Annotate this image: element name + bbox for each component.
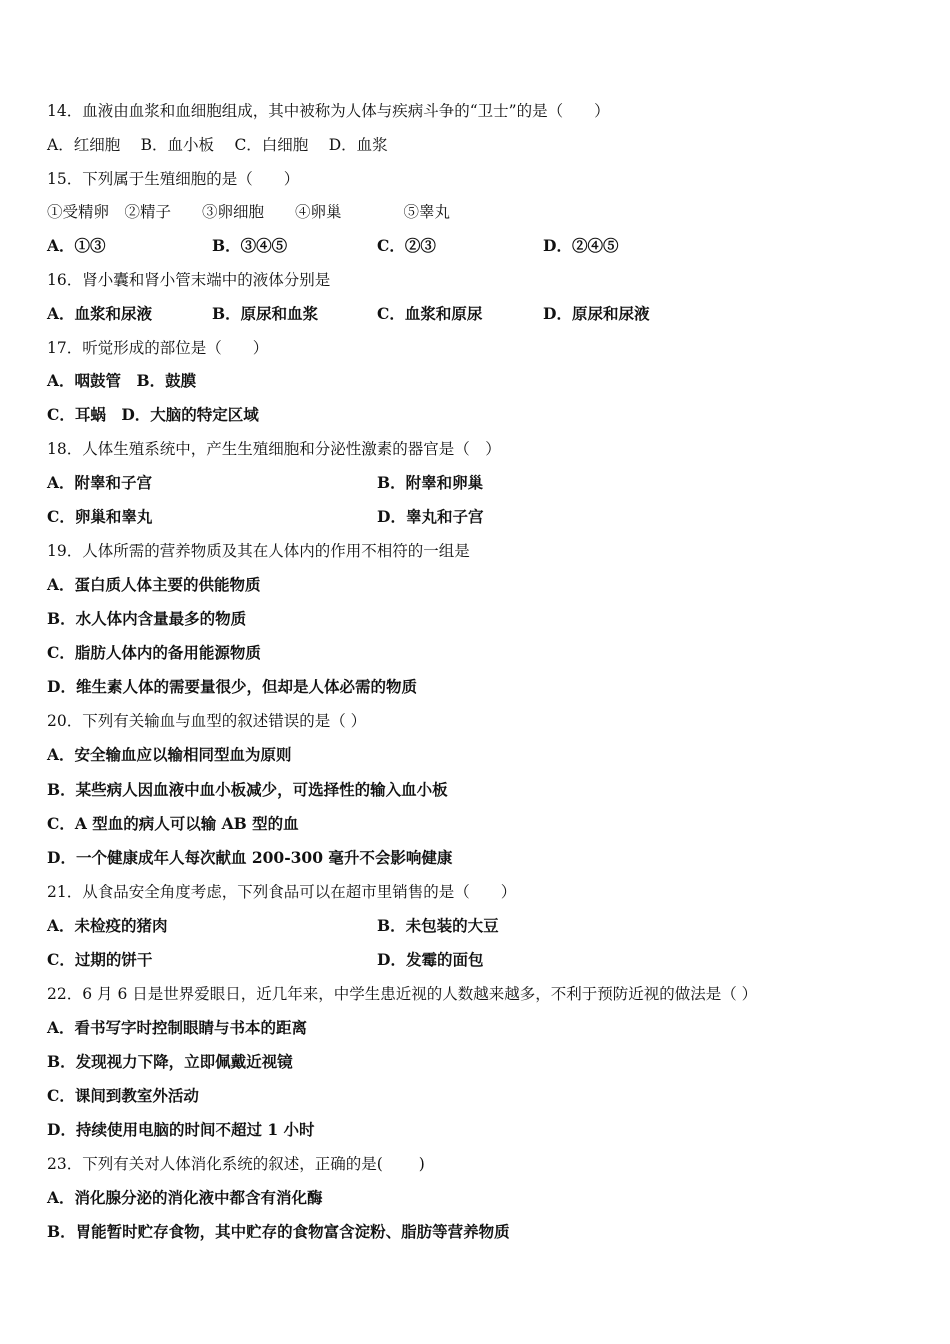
question-18-option-c: C．卵巢和睾丸 bbox=[47, 507, 153, 526]
question-22-option-a: A．看书写字时控制眼睛与书本的距离 bbox=[47, 1018, 308, 1037]
question-15-option-d: D．②④⑤ bbox=[543, 236, 619, 255]
question-20-option-b: B．某些病人因血液中血小板减少，可选择性的输入血小板 bbox=[47, 780, 448, 799]
question-22-option-c: C．课间到教室外活动 bbox=[47, 1086, 199, 1105]
question-18-option-b: B．附睾和卵巢 bbox=[377, 473, 484, 492]
question-20-option-d: D．一个健康成年人每次献血 200-300 毫升不会影响健康 bbox=[47, 848, 453, 867]
question-15-stem: 15．下列属于生殖细胞的是（ ） bbox=[47, 170, 300, 188]
question-22-stem: 22．6 月 6 日是世界爱眼日，近几年来，中学生患近视的人数越来越多，不利于预防近视的做法是（ ） bbox=[47, 985, 758, 1003]
question-19-stem: 19．人体所需的营养物质及其在人体内的作用不相符的一组是 bbox=[47, 542, 470, 560]
question-20-option-a: A．安全输血应以输相同型血为原则 bbox=[47, 745, 292, 764]
question-22-option-b: B．发现视力下降，立即佩戴近视镜 bbox=[47, 1052, 293, 1071]
question-23-option-b: B．胃能暂时贮存食物，其中贮存的食物富含淀粉、脂肪等营养物质 bbox=[47, 1222, 510, 1241]
question-15-option-b: B．③④⑤ bbox=[212, 236, 288, 255]
question-16-stem: 16．肾小囊和肾小管末端中的液体分别是 bbox=[47, 271, 331, 289]
question-19-option-c: C．脂肪人体内的备用能源物质 bbox=[47, 643, 261, 662]
question-19-option-d: D．维生素人体的需要量很少，但却是人体必需的物质 bbox=[47, 677, 417, 696]
question-19-option-a: A．蛋白质人体主要的供能物质 bbox=[47, 575, 261, 594]
question-21-stem: 21．从食品安全角度考虑，下列食品可以在超市里销售的是（ ） bbox=[47, 883, 517, 901]
question-20-option-c: C．A 型血的病人可以输 AB 型的血 bbox=[47, 814, 299, 833]
question-21-option-a: A．未检疫的猪肉 bbox=[47, 916, 168, 935]
question-17-stem: 17．听觉形成的部位是（ ） bbox=[47, 339, 269, 357]
question-15-option-a: A．①③ bbox=[47, 236, 106, 255]
question-23-option-a: A．消化腺分泌的消化液中都含有消化酶 bbox=[47, 1188, 323, 1207]
question-22-option-d: D．持续使用电脑的时间不超过 1 小时 bbox=[47, 1120, 315, 1139]
question-14-options: A．红细胞 B．血小板 C．白细胞 D．血浆 bbox=[47, 136, 388, 154]
question-21-option-d: D．发霉的面包 bbox=[377, 950, 484, 969]
question-16-option-d: D．原尿和尿液 bbox=[543, 304, 650, 323]
question-19-option-b: B．水人体内含量最多的物质 bbox=[47, 609, 247, 628]
question-18-option-d: D．睾丸和子宫 bbox=[377, 507, 484, 526]
question-18-option-a: A．附睾和子宫 bbox=[47, 473, 153, 492]
question-17-options-row2: C．耳蜗 D．大脑的特定区域 bbox=[47, 405, 259, 424]
question-14-stem: 14．血液由血浆和血细胞组成，其中被称为人体与疾病斗争的“卫士”的是（ ） bbox=[47, 102, 610, 120]
question-21-option-b: B．未包装的大豆 bbox=[377, 916, 499, 935]
question-21-option-c: C．过期的饼干 bbox=[47, 950, 153, 969]
question-20-stem: 20．下列有关输血与血型的叙述错误的是（ ） bbox=[47, 712, 367, 730]
question-15-option-c: C．②③ bbox=[377, 236, 436, 255]
question-15-items: ①受精卵 ②精子 ③卵细胞 ④卵巢 ⑤睾丸 bbox=[47, 203, 451, 221]
question-23-stem: 23．下列有关对人体消化系统的叙述，正确的是( ) bbox=[47, 1155, 425, 1173]
question-16-option-c: C．血浆和原尿 bbox=[377, 304, 483, 323]
question-17-options-row1: A．咽鼓管 B．鼓膜 bbox=[47, 371, 197, 390]
question-16-option-b: B．原尿和血浆 bbox=[212, 304, 319, 323]
question-18-stem: 18．人体生殖系统中，产生生殖细胞和分泌性激素的器官是（ ） bbox=[47, 440, 501, 458]
question-16-option-a: A．血浆和尿液 bbox=[47, 304, 153, 323]
